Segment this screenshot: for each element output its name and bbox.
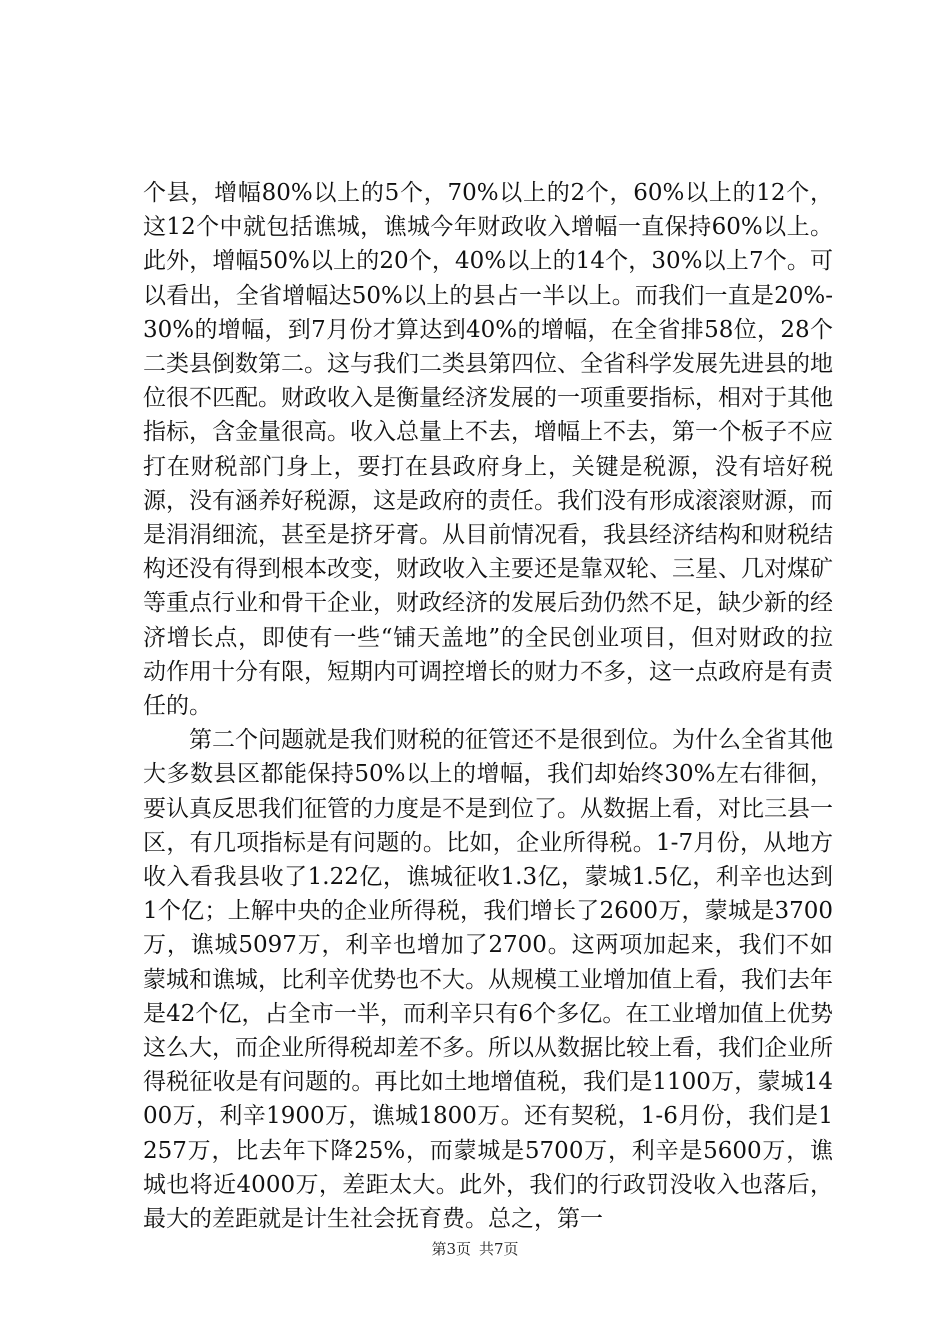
document-body <box>143 176 833 1236</box>
paragraph-2: 第二个问题就是我们财税的征管还不是很到位。为什么全省其他大多数县区都能保持50%以上的增幅，我们却始终30%左右徘徊，要认真反思我们征管的力度是不是到位了。从数据上看，对比三县一区，有几项指标是有问题的。比如，企业所得税。1-7月份，从地方收入看我县收了1.22亿，谯城征收1.3亿，蒙城1.5亿，利辛也达到1个亿；上解中央的企业所得税，我们增长了2600万，蒙城是3700万，谯城5097万，利辛也增加了2700。这两项加起来，我们不如蒙城和谯城，比利辛优势也不大。从规模工业增加值上看，我们去年是42个亿，占全市一半，而利辛只有6个多亿。在工业增加值上优势这么大，而企业所得税却差不多。所以从数据比较上看，我们企业所得税征收是有问题的。再比如土地增值税，我们是1100万，蒙城1400万，利辛1900万，谯城1800万。还有契税，1-6月份，我们是1257万，比去年下降25%，而蒙城是5700万，利辛是5600万，谯城也将近4000万，差距太大。此外，我们的行政罚没收入也落后，最大的差距就是计生社会抚育费。总之，第一 <box>143 727 833 1233</box>
page-total: 共7页 <box>479 1240 519 1258</box>
page-footer <box>0 1238 950 1259</box>
page-number: 第3页 <box>431 1240 471 1258</box>
paragraph-1: 个县，增幅80%以上的5个，70%以上的2个，60%以上的12个，这12个中就包括谯城，谯城今年财政收入增幅一直保持60%以上。此外，增幅50%以上的20个，40%以上的14个，30%以上7个。可以看出，全省增幅达50%以上的县占一半以上。而我们一直是20%-30%的增幅，到7月份才算达到40%的增幅，在全省排58位，28个二类县倒数第二。这与我们二类县第四位、全省科学发展先进县的地位很不匹配。财政收入是衡量经济发展的一项重要指标，相对于其他指标，含金量很高。收入总量上不去，增幅上不去，第一个板子不应打在财税部门身上，要打在县政府身上，关键是税源，没有培好税源，没有涵养好税源，这是政府的责任。我们没有形成滚滚财源，而是涓涓细流，甚至是挤牙膏。从目前情况看，我县经济结构和财税结构还没有得到根本改变，财政收入主要还是靠双轮、三星、几对煤矿等重点行业和骨干企业，财政经济的发展后劲仍然不足，缺少新的经济增长点，即使有一些“铺天盖地”的全民创业项目，但对财政的拉动作用十分有限，短期内可调控增长的财力不多，这一点政府是有责任的。 <box>143 180 833 720</box>
